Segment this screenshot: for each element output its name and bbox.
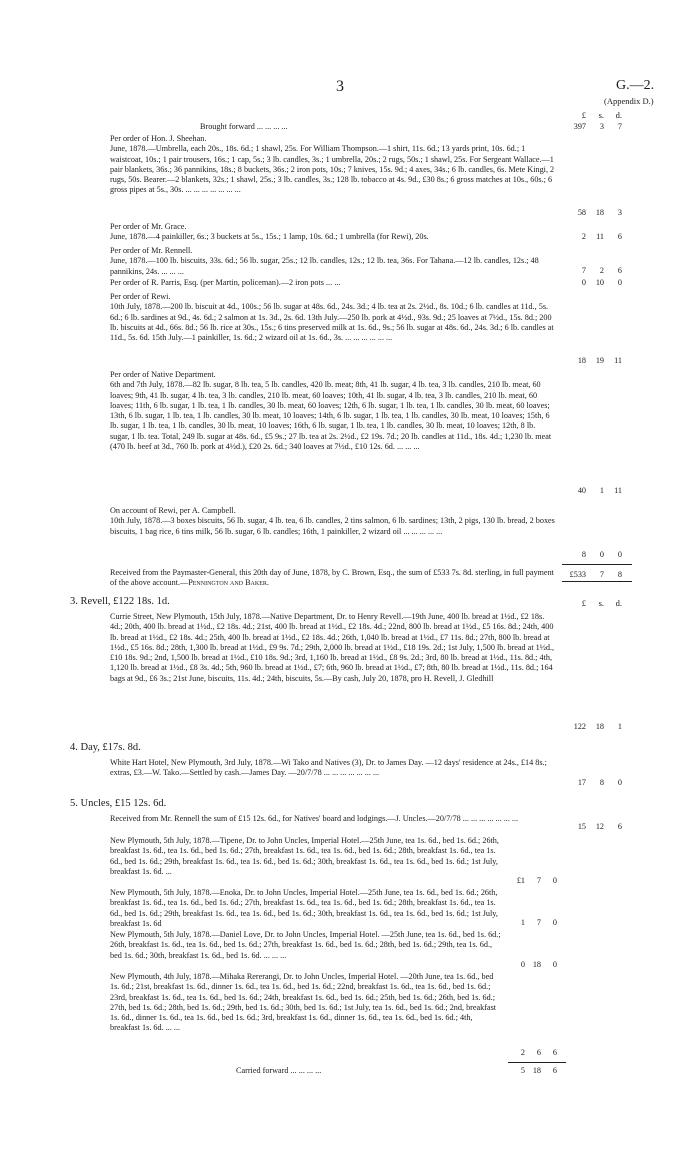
entry-parris: Per order of R. Parris, Esq. (per Martin, policeman).—2 iron pots ... ... (110, 278, 341, 287)
entry-grace-amount: 2 11 6 (581, 232, 622, 241)
carried-forward-amount: 5 18 6 (520, 1066, 557, 1075)
entry-rewi-amount: 18 19 11 (577, 356, 622, 365)
section-uncles-amount: 15 12 6 (577, 822, 622, 831)
entry-parris-amount: 0 10 0 (581, 278, 622, 287)
entry-rennell: Per order of Mr. Rennell. June, 1878.—100 lb. biscuits, 33s. 6d.; 56 lb. sugar, 25s.; 12 lb. candles, 12s.; 12 lb. tea, 36s. For Tahana.—12 lb. candles, 12s.; 48 pannikins, 24s. ... ... ... (110, 246, 539, 276)
document-reference: G.—2. (616, 78, 655, 93)
section-uncles-title: 5. Uncles, £15 12s. 6d. (70, 798, 167, 809)
uncles-item-daniel-love-amount: 0 18 0 (520, 960, 557, 969)
currency-header: £ s. d. (581, 110, 622, 120)
section-revell-title: 3. Revell, £122 18s. 1d. (70, 596, 170, 607)
uncles-item-mihaka-amount: 2 6 6 (520, 1048, 557, 1057)
uncles-item-enoka: New Plymouth, 5th July, 1878.—Enoka, Dr. to John Uncles, Imperial Hotel.—25th June, tea 1s. 6d., bed 1s. 6d.; 26th, breakfast 1s. 6d., tea 1s. 6d., bed 1s. 6d.; 27th, breakfast 1s. 6d., tea 1s. 6d., bed 1s. 6d.; 28th, breakfast 1s. 6d., tea 1s. 6d., bed 1s. 6d.; 29th, breakfast 1s. 6d., tea 1s. 6d., bed 1s. 6d.; 30th, breakfast 1s. 6d., tea 1s. 6d., bed 1s. 6d.; 1st July, breakfast 1s. 6d (110, 888, 498, 928)
section-day-text: White Hart Hotel, New Plymouth, 3rd July, 1878.—Wi Tako and Natives (3), Dr. to James Day. —12 days' residence at 24s., £14 8s.; extras, £3.—W. Tako.—Settled by cash.—James Day. —20/7/78 ... ... ... ... ... ... ... (110, 758, 547, 778)
brought-forward-line: Brought forward ... ... ... ... (200, 122, 288, 131)
entry-campbell: On account of Rewi, per A. Campbell. 10th July, 1878.—3 boxes biscuits, 56 lb. sugar, 4 lb. tea, 6 lb. candles, 2 tins salmon, 6 lb. sardines; 13th, 2 pigs, 130 lb. bread, 2 boxes biscuits, 1 bag rice, 6 tins milk, 56 lb. sugar, 6 lb. candles; 16th, 1 painkiller, 2 wizard oil ... ... ... ... ... (110, 506, 555, 536)
section-uncles-text: Received from Mr. Rennell the sum of £15 12s. 6d., for Natives' board and lodgings.—J. Uncles.—20/7/78 ... ... ... ... ... ... ... (110, 814, 519, 823)
appendix-label: (Appendix D.) (604, 96, 654, 106)
total-rule (562, 581, 632, 582)
subtotal-rule (562, 564, 632, 565)
carried-forward-line: Carried forward ... ... ... ... (236, 1066, 322, 1075)
entry-rewi: Per order of Rewi. 10th July, 1878.—200 lb. biscuit at 4d., 100s.; 56 lb. sugar at 48s. 6d., 24s. 3d.; 4 lb. tea at 2s. 2½d., 8s. 10d.; 6 lb. candles at 11d., 5s. 6d.; 6 lb. sardines at 9d., 4s. 6d.; 2 salmon at 1s. 3d., 2s. 6d. 13th July.—250 lb. pork at 4½d., 93s. 9d.; 25 loaves at 7½d., 15s. 8d.; 200 lb. biscuits at 4d., 66s. 8d.; 56 lb. rice at 30s., 15s.; 6 tins preserved milk at 1s. 6d., 9s.; 56 lb. sugar at 48s. 6d., 24s. 3d.; 6 lb. candles at 11d., 5s. 6d. 15th July.—1 painkiller, 1s. 6d.; 2 wizard oil at 1s. 6d., 3s. ... ... ... ... ... ... (110, 292, 554, 343)
page-number: 3 (336, 78, 344, 95)
section-revell-amount: 122 18 1 (573, 722, 622, 731)
uncles-item-tipene-amount: £1 7 0 (516, 876, 557, 885)
uncles-item-mihaka: New Plymouth, 4th July, 1878.—Mihaka Rererangi, Dr. to John Uncles, Imperial Hotel. —20th June, tea 1s. 6d., bed 1s. 6d.; 21st, breakfast 1s. 6d., dinner 1s. 6d., tea 1s. 6d., bed 1s. 6d.; 22nd, breakfast 1s. 6d., tea 1s. 6d., bed 1s. 6d.; 23rd, breakfast 1s. 6d., tea 1s. 6d., bed 1s. 6d.; 24th, breakfast 1s. 6d., bed 1s. 6d.; 25th, bed 1s. 6d.; 26th, bed 1s. 6d.; 27th, bed 1s. 6d.; 28th, bed 1s. 6d.; 29th, bed 1s. 6d.; 30th, bed 1s. 6d.; 1st July, tea 1s. 6d., bed 1s. 6d.; 2nd, breakfast 1s. 6d., dinner 1s. 6d., tea 1s. 6d., bed 1s. 6d.; 3rd, breakfast 1s. 6d., dinner 1s. 6d., tea 1s. 6d., bed 1s. 6d.; 4th, breakfast 1s. 6d. ... ... (110, 972, 497, 1033)
section-revell-currency: £ s. d. (581, 598, 622, 608)
entry-rennell-amount: 7 2 6 (581, 266, 622, 275)
section-revell-text: Currie Street, New Plymouth, 15th July, 1878.—Native Department, Dr. to Henry Revell.—19th June, 400 lb. bread at 1½d., £2 18s. 4d.; 20th, 400 lb. bread at 1½d., £2 18s. 4d.; 21st, 400 lb. bread at 1½d., £2 18s. 4d.; 22nd, 800 lb. bread at 1½d., £5 16s. 8d.; 24th, 400 lb. bread at 1½d., £2 18s. 4d.; 25th, 400 lb. bread at 1½d., £2 18s. 4d.; 26th, 1,040 lb. bread at 1½d., £7 11s. 8d.; 27th, 800 lb. bread at 1½d., £5 16s. 8d.; 28th, 1,300 lb. bread at 1½d., £9 9s. 7d.; 29th, 2,000 lb. bread at 1½d., £18 19s. 2d.; 1st July, 1,500 lb. bread at 1½d., £10 18s. 9d.; 2nd, 1,500 lb. bread at 1½d., £10 18s. 9d.; 3rd, 1,160 lb. bread at 1½d., £8 9s. 2d.; 3rd, 80 lb. bread at 1½d., 11s. 8d.; 4th, 1,120 lb. bread at 1½d., £8 3s. 4d.; 5th, 960 lb. bread at 1½d., £7; 6th, 960 lb. bread at 1½d., £7; 8th, 80 lb. bread at 1½d., 11s. 8d.; 164 bags at 9d., £6 3s.; 21st June, biscuits, 11s. 4d.; 24th, biscuits, 5s.—By cash, July 20, 1878, pro H. Revell, J. Gledhill (110, 612, 555, 683)
uncles-item-enoka-amount: 1 7 0 (520, 918, 557, 927)
uncles-item-tipene: New Plymouth, 5th July, 1878.—Tipene, Dr. to John Uncles, Imperial Hotel.—25th June, tea 1s. 6d., bed 1s. 6d.; 26th, breakfast 1s. 6d., tea 1s. 6d., bed 1s. 6d.; 27th, breakfast 1s. 6d., tea 1s. 6d., bed 1s. 6d.; 28th, breakfast 1s. 6d., tea 1s. 6d., bed 1s. 6d.; 29th, breakfast 1s. 6d., tea 1s. 6d., bed 1s. 6d.; 30th, breakfast 1s. 6d., tea 1s. 6d., bed 1s. 6d.; 1st July, breakfast 1s. 6d. ... (110, 836, 499, 876)
section-day-title: 4. Day, £17s. 8d. (70, 742, 141, 753)
entry-native-department: Per order of Native Department. 6th and 7th July, 1878.—82 lb. sugar, 8 lb. tea, 5 lb. candles, 420 lb. meat; 8th, 41 lb. sugar, 4 lb. tea, 3 lb. candles, 210 lb. meat, 60 loaves; 9th, 41 lb. sugar, 4 lb. tea, 3 lb. candles, 210 lb. meat, 60 loaves; 10th, 41 lb. sugar, 4 lb. tea, 3 lb. candles, 210 lb. meat, 60 loaves; 11th, 6 lb. sugar, 1 lb. tea, 1 lb. candles, 30 lb. meat, 60 loaves; 12th, 6 lb. sugar, 1 lb. tea, 1 lb. candles, 30 lb. meat, 60 loaves; 13th, 6 lb. sugar, 1 lb. tea, 1 lb. candles, 30 lb. meat, 10 loaves; 14th, 6 lb. sugar, 1 lb. tea, 1 lb. candles, 30 lb. meat, 10 loaves; 15th, 6 lb. sugar, 1 lb. tea, 1 lb. candles, 30 lb. meat, 10 loaves; 16th, 6 lb. sugar, 1 lb. tea, 1 lb. candles, 30 lb. meat, 10 loaves; 12th, 8 lb. sugar, 1 lb. tea. Total, 249 lb. sugar at 48s. 6d., £5 9s.; 27 lb. tea at 2s. 2½d., £2 19s. 7d.; 20 lb. candles at 11d., 18s. 4d.; 1,230 lb. meat (470 lb. beef at 3d., 760 lb. pork at 4½d.), £20 2s. 6d.; 340 loaves at 7½d., £10 12s. 6d. ... ... ... (110, 370, 552, 452)
receipt-total: £533 7 8 (569, 570, 622, 579)
entry-grace: Per order of Mr. Grace. June, 1878.—4 painkiller, 6s.; 3 buckets at 5s., 15s.; 1 lamp, 10s. 6d.; 1 umbrella (for Rewi), 20s. (110, 222, 429, 242)
uncles-item-daniel-love: New Plymouth, 5th July, 1878.—Daniel Love, Dr. to John Uncles, Imperial Hotel. —25th June, tea 1s. 6d., bed 1s. 6d.; 26th, breakfast 1s. 6d., tea 1s. 6d., bed 1s. 6d.; 27th, breakfast 1s. 6d., bed 1s. 6d.; 28th, bed 1s. 6d.; 29th, tea 1s. 6d., bed 1s. 6d.; 30th, breakfast 1s. 6d., bed 1s. 6d. ... ... ... (110, 930, 501, 960)
entry-sheehan-amount: 58 18 3 (577, 208, 622, 217)
brought-forward-amount: 397 3 7 (573, 122, 622, 131)
section-day-amount: 17 8 0 (577, 778, 622, 787)
entry-sheehan: Per order of Hon. J. Sheehan. June, 1878.—Umbrella, each 20s., 18s. 6d.; 1 shawl, 25s. For William Thompson.—1 shirt, 11s. 6d.; 13 yards print, 10s. 6d.; 1 waistcoat, 10s.; 1 pair trousers, 16s.; 1 cap, 5s.; 3 lb. candles, 3s.; 1 umbrella, 20s.; 2 rugs, 50s.; 1 shawl, 25s. For Sergeant Wallace.—1 pair blankets, 36s.; 36 pannikins, 18s.; 8 buckets, 36s.; 2 iron pots, 10s.; 7 knives, 15s. 9d.; 4 axes, 34s.; 6 lb. candles, 6s. Mete Kingi, 2 rugs, 50s. Bearer.—2 blankets, 32s.; 1 shawl, 25s.; 3 lb. candles, 3s.; 128 lb. tobacco at 4s. 9d., £30 8s.; 6 gross matches at 10s., 60s.; 6 gross pipes at 5s., 30s. ... ... ... ... ... ... ... (110, 134, 555, 195)
entry-native-department-amount: 40 1 11 (577, 486, 622, 495)
uncles-subtotal-rule (508, 1062, 566, 1063)
receipt-statement: Received from the Paymaster-General, this 20th day of June, 1878, by C. Brown, Esq., the sum of £533 7s. 8d. sterling, in full payment of the above account.—Pennington and Baker. (110, 568, 554, 588)
entry-campbell-amount: 8 0 0 (581, 550, 622, 559)
